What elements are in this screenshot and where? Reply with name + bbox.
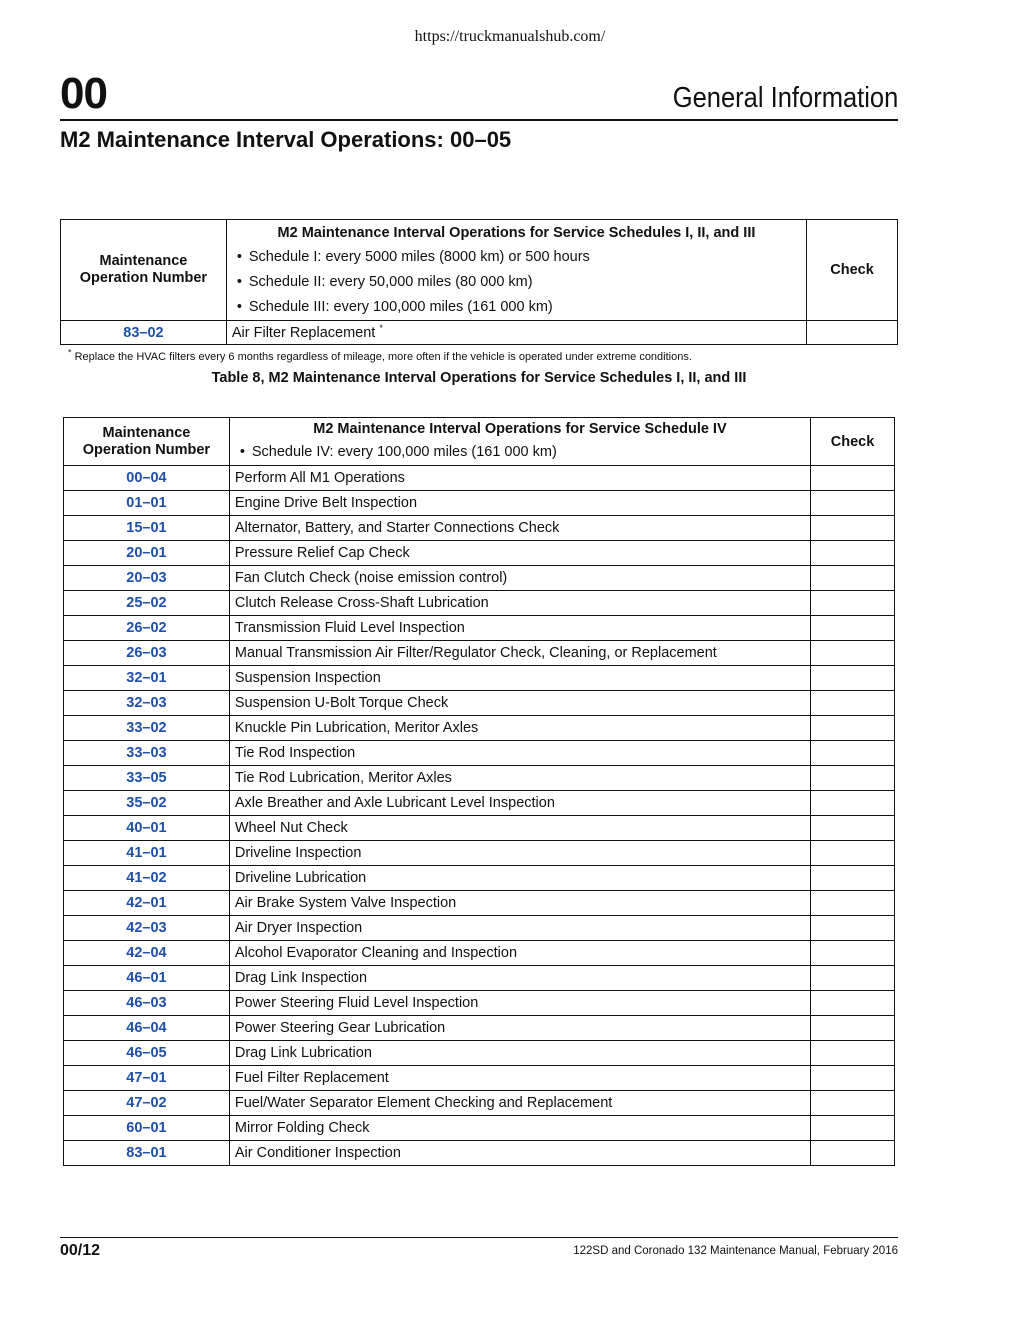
op-number[interactable]: 25–02: [64, 591, 230, 616]
table-row: [64, 866, 895, 891]
schedule-1-text: • Schedule I: every 5000 miles (8000 km) or 500 hours: [227, 245, 806, 270]
table-row: [64, 916, 895, 941]
check-cell[interactable]: [811, 591, 895, 616]
interval-header-title: M2 Maintenance Interval Operations for Service Schedule IV: [313, 421, 727, 437]
check-cell[interactable]: [811, 466, 895, 491]
op-description: Pressure Relief Cap Check: [229, 541, 810, 566]
op-number[interactable]: 01–01: [64, 491, 230, 516]
source-url[interactable]: https://truckmanualshub.com/: [414, 28, 606, 45]
op-number[interactable]: 46–03: [64, 991, 230, 1016]
op-number[interactable]: 32–03: [64, 691, 230, 716]
op-description: Fan Clutch Check (noise emission control): [229, 566, 810, 591]
op-description: Wheel Nut Check: [229, 816, 810, 841]
manual-title: 122SD and Coronado 132 Maintenance Manual, February 2016: [573, 1245, 898, 1257]
op-description: Mirror Folding Check: [229, 1116, 810, 1141]
table-row: [64, 566, 895, 591]
check-cell[interactable]: [807, 321, 898, 345]
check-cell[interactable]: [811, 766, 895, 791]
schedule-1-3-table: [60, 219, 898, 345]
op-number[interactable]: 00–04: [64, 466, 230, 491]
op-description: Manual Transmission Air Filter/Regulator Check, Cleaning, or Replacement: [229, 641, 810, 666]
schedule-4-table: [63, 417, 895, 1166]
check-cell[interactable]: [811, 1091, 895, 1116]
op-description: Suspension Inspection: [229, 666, 810, 691]
op-description: Air Brake System Valve Inspection: [229, 891, 810, 916]
op-number[interactable]: 26–02: [64, 616, 230, 641]
interval-header-title: M2 Maintenance Interval Operations for Service Schedules I, II, and III: [277, 225, 756, 241]
op-number[interactable]: 35–02: [64, 791, 230, 816]
table-row: [64, 1116, 895, 1141]
op-number[interactable]: 40–01: [64, 816, 230, 841]
check-cell[interactable]: [811, 691, 895, 716]
op-description: Air Filter Replacement *: [226, 321, 806, 345]
table-row: [61, 321, 898, 345]
check-cell[interactable]: [811, 816, 895, 841]
table-row: [64, 616, 895, 641]
op-description: Suspension U-Bolt Torque Check: [229, 691, 810, 716]
op-number[interactable]: 20–03: [64, 566, 230, 591]
check-cell[interactable]: [811, 941, 895, 966]
check-cell[interactable]: [811, 966, 895, 991]
interval-header: [226, 220, 806, 321]
check-cell[interactable]: [811, 891, 895, 916]
op-description: Clutch Release Cross-Shaft Lubrication: [229, 591, 810, 616]
op-number[interactable]: 42–04: [64, 941, 230, 966]
op-number[interactable]: 32–01: [64, 666, 230, 691]
table-row: [64, 841, 895, 866]
table-row: [64, 641, 895, 666]
schedule-2-text: • Schedule II: every 50,000 miles (80 000 km): [227, 270, 806, 295]
check-cell[interactable]: [811, 841, 895, 866]
header-rule: [60, 119, 898, 121]
op-number[interactable]: 46–05: [64, 1041, 230, 1066]
table-row: [64, 941, 895, 966]
op-number[interactable]: 83–02: [61, 321, 227, 345]
op-description: Power Steering Gear Lubrication: [229, 1016, 810, 1041]
table-row: [64, 466, 895, 491]
page-number: 00/12: [60, 1242, 101, 1259]
check-cell[interactable]: [811, 491, 895, 516]
op-description: Air Conditioner Inspection: [229, 1141, 810, 1166]
check-cell[interactable]: [811, 1116, 895, 1141]
check-cell[interactable]: [811, 991, 895, 1016]
op-number[interactable]: 15–01: [64, 516, 230, 541]
check-cell[interactable]: [811, 1016, 895, 1041]
table-row: [64, 716, 895, 741]
op-number[interactable]: 33–03: [64, 741, 230, 766]
op-number[interactable]: 47–01: [64, 1066, 230, 1091]
table-row: [64, 966, 895, 991]
op-description: Power Steering Fluid Level Inspection: [229, 991, 810, 1016]
check-cell[interactable]: [811, 541, 895, 566]
table-row: [64, 591, 895, 616]
table-row: [64, 666, 895, 691]
op-description: Fuel/Water Separator Element Checking and Replacement: [229, 1091, 810, 1116]
op-number[interactable]: 83–01: [64, 1141, 230, 1166]
check-cell[interactable]: [811, 716, 895, 741]
check-cell[interactable]: [811, 791, 895, 816]
op-description: Drag Link Lubrication: [229, 1041, 810, 1066]
chapter-title: General Information: [672, 82, 898, 114]
op-number[interactable]: 26–03: [64, 641, 230, 666]
op-number-header: Maintenance Operation Number: [61, 220, 227, 321]
table-row: [64, 741, 895, 766]
op-description: Tie Rod Inspection: [229, 741, 810, 766]
check-cell[interactable]: [811, 616, 895, 641]
check-cell[interactable]: [811, 641, 895, 666]
check-cell[interactable]: [811, 1041, 895, 1066]
table-row: [64, 491, 895, 516]
check-cell[interactable]: [811, 516, 895, 541]
check-cell[interactable]: [811, 866, 895, 891]
table-row: [64, 816, 895, 841]
table-row: [64, 991, 895, 1016]
section-title: M2 Maintenance Interval Operations: 00–05: [60, 127, 512, 152]
op-number[interactable]: 42–01: [64, 891, 230, 916]
op-number[interactable]: 41–01: [64, 841, 230, 866]
op-number[interactable]: 20–01: [64, 541, 230, 566]
footer-rule: [60, 1237, 898, 1238]
check-cell[interactable]: [811, 566, 895, 591]
op-number[interactable]: 41–02: [64, 866, 230, 891]
op-description: Perform All M1 Operations: [229, 466, 810, 491]
check-header: Check: [811, 418, 895, 466]
op-description: Knuckle Pin Lubrication, Meritor Axles: [229, 716, 810, 741]
op-description: Driveline Inspection: [229, 841, 810, 866]
op-description: Axle Breather and Axle Lubricant Level Inspection: [229, 791, 810, 816]
check-cell[interactable]: [811, 1066, 895, 1091]
check-cell[interactable]: [811, 666, 895, 691]
schedule-3-text: • Schedule III: every 100,000 miles (161 000 km): [227, 295, 806, 320]
op-description: Transmission Fluid Level Inspection: [229, 616, 810, 641]
op-description: Driveline Lubrication: [229, 866, 810, 891]
chapter-number: 00: [60, 69, 107, 118]
op-description: Fuel Filter Replacement: [229, 1066, 810, 1091]
op-description: Alternator, Battery, and Starter Connections Check: [229, 516, 810, 541]
table-row: [64, 541, 895, 566]
table-row: [64, 1016, 895, 1041]
op-number[interactable]: 33–02: [64, 716, 230, 741]
op-description: Air Dryer Inspection: [229, 916, 810, 941]
op-number[interactable]: 60–01: [64, 1116, 230, 1141]
interval-header: [229, 418, 810, 466]
op-number[interactable]: 33–05: [64, 766, 230, 791]
check-header: Check: [807, 220, 898, 321]
footnote: * Replace the HVAC filters every 6 months regardless of mileage, more often if the vehicle is operated under extreme conditions.: [68, 347, 692, 363]
op-number-header: Maintenance Operation Number: [64, 418, 230, 466]
table-row: [64, 516, 895, 541]
schedule-4-text: • Schedule IV: every 100,000 miles (161 000 km): [230, 440, 810, 465]
table-caption: Table 8, M2 Maintenance Interval Operations for Service Schedules I, II, and III: [211, 370, 747, 386]
table-row: [64, 766, 895, 791]
op-number[interactable]: 46–01: [64, 966, 230, 991]
footnote-marker: *: [379, 322, 383, 333]
table-row: [64, 791, 895, 816]
op-number[interactable]: 47–02: [64, 1091, 230, 1116]
op-description: Alcohol Evaporator Cleaning and Inspection: [229, 941, 810, 966]
check-cell[interactable]: [811, 741, 895, 766]
table-row: [64, 891, 895, 916]
check-cell[interactable]: [811, 1141, 895, 1166]
op-description: Engine Drive Belt Inspection: [229, 491, 810, 516]
table-row: [64, 691, 895, 716]
op-number[interactable]: 46–04: [64, 1016, 230, 1041]
table-row: [64, 1066, 895, 1091]
table-row: [64, 1091, 895, 1116]
op-description: Tie Rod Lubrication, Meritor Axles: [229, 766, 810, 791]
table-row: [64, 1141, 895, 1166]
op-description: Drag Link Inspection: [229, 966, 810, 991]
op-number[interactable]: 42–03: [64, 916, 230, 941]
check-cell[interactable]: [811, 916, 895, 941]
table-row: [64, 1041, 895, 1066]
